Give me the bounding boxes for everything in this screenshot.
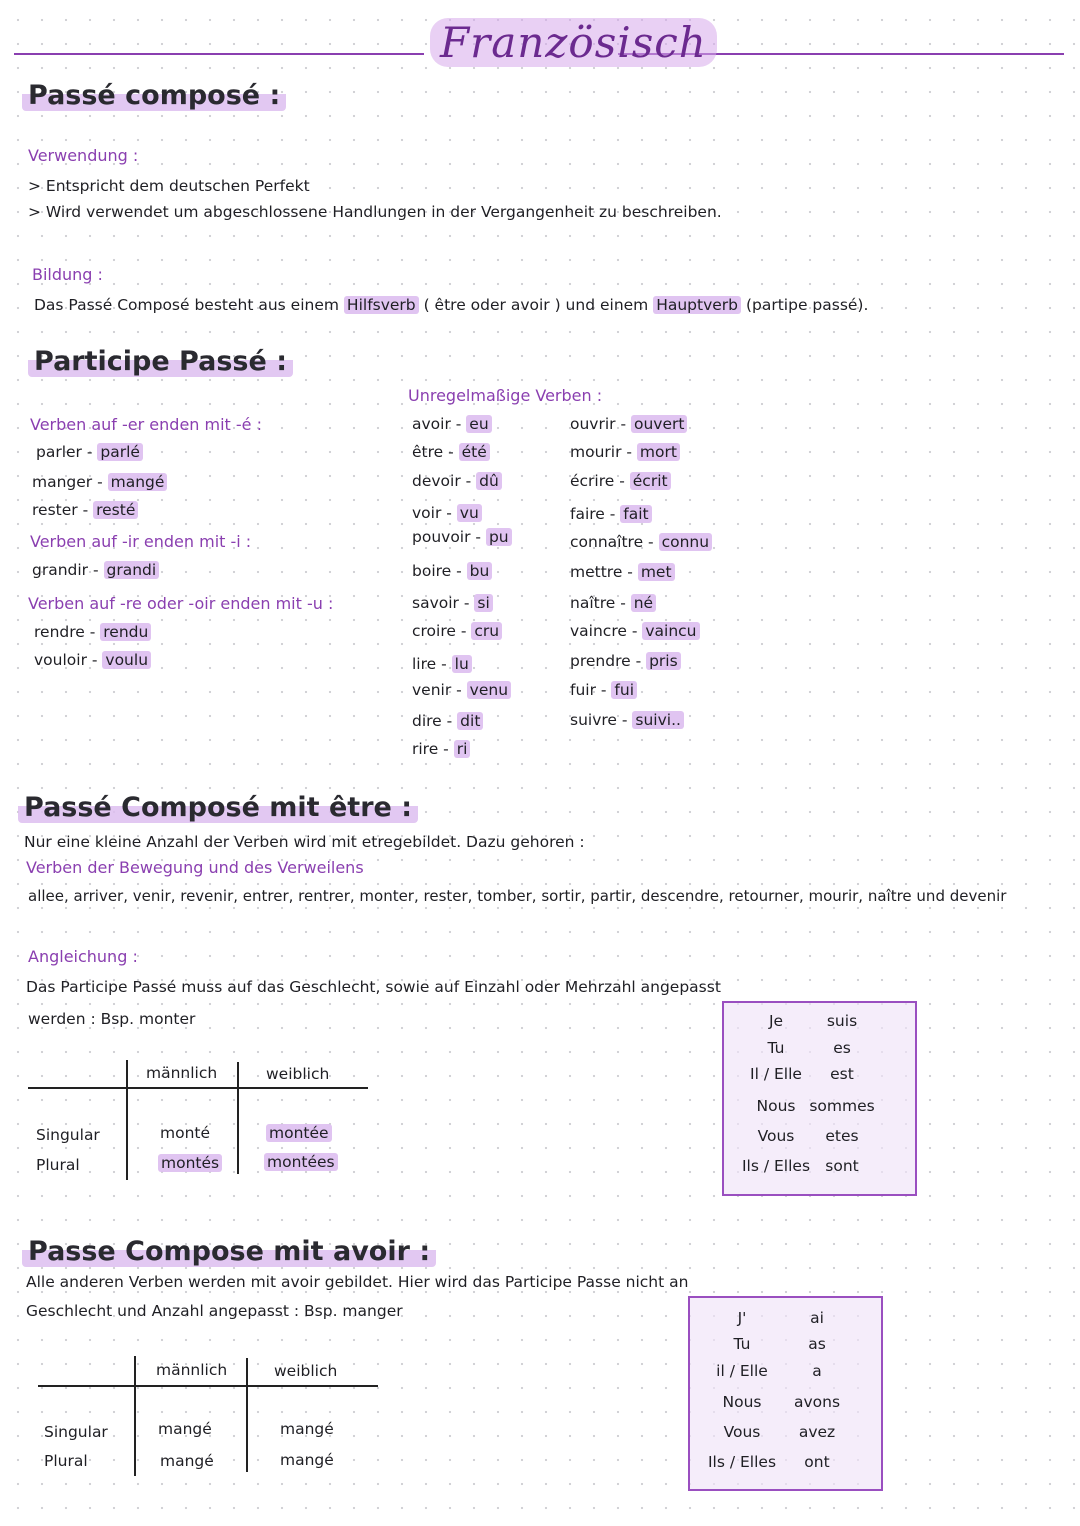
participle: venu — [467, 681, 511, 699]
avoir-conj-pronoun-1: Tu — [733, 1335, 751, 1353]
participle: ouvert — [631, 415, 687, 433]
avoir-col-header-fem: weiblich — [274, 1362, 338, 1380]
pair-manger: manger - mangé — [32, 473, 167, 491]
verb: écrire — [570, 472, 615, 490]
bildung-text-part3: (partipe passé). — [741, 296, 869, 314]
bildung-text — [34, 296, 868, 314]
participle: bu — [467, 562, 493, 580]
avoir-row-header-singular: Singular — [44, 1423, 108, 1441]
bildung-text-part1: Das Passé Composé besteht aus einem — [34, 296, 344, 314]
participle: pris — [646, 652, 681, 670]
participle: met — [638, 563, 675, 581]
regular-re-label: Verben auf -re oder -oir enden mit -u : — [28, 594, 334, 613]
irregular-col1-pair-6: savoir - si — [412, 594, 493, 612]
etre-table-vline-1 — [126, 1060, 128, 1180]
irregular-col2-pair-9: fuir - fui — [570, 681, 637, 699]
page-title: Französisch — [430, 18, 717, 67]
header-line-left — [14, 53, 424, 55]
avoir-table-hline — [38, 1385, 378, 1387]
verb: savoir — [412, 594, 459, 612]
irregular-col2-pair-6: naître - né — [570, 594, 656, 612]
verb: faire — [570, 505, 605, 523]
pair-vouloir: vouloir - voulu — [34, 651, 151, 669]
avoir-conj-verb-0: ai — [810, 1309, 824, 1327]
etre-conj-pronoun-5: Ils / Elles — [741, 1157, 811, 1175]
irregular-col2-pair-0: ouvrir - ouvert — [570, 415, 687, 433]
irregular-col1-pair-0: avoir - eu — [412, 415, 492, 433]
participle: parlé — [97, 443, 143, 461]
avoir-text-1: Alle anderen Verben werden mit avoir gebildet. Hier wird das Participe Passe nicht an — [26, 1273, 689, 1291]
verb: mettre — [570, 563, 623, 581]
irregular-col2-pair-1: mourir - mort — [570, 443, 680, 461]
etre-col-header-fem: weiblich — [266, 1065, 330, 1083]
participle: suivi.. — [632, 711, 684, 729]
irregular-col1-pair-3: voir - vu — [412, 504, 482, 522]
verb: manger — [32, 473, 93, 491]
angleichung-text: Das Participe Passé muss auf das Geschlecht, sowie auf Einzahl oder Mehrzahl angepasst — [26, 978, 721, 996]
irregular-col1-pair-5: boire - bu — [412, 562, 492, 580]
heading-etre: Passé Composé mit être : — [18, 792, 418, 823]
etre-conj-pronoun-1: Tu — [767, 1039, 785, 1057]
participle: cru — [471, 622, 502, 640]
irregular-label: Unregelmaßige Verben : — [408, 386, 603, 405]
etre-cell-pl-f: montées — [264, 1153, 338, 1171]
hauptverb-highlight: Hauptverb — [653, 296, 741, 314]
participle: vaincu — [642, 622, 699, 640]
participle: resté — [93, 501, 138, 519]
verwendung-label: Verwendung : — [28, 146, 139, 165]
verwendung-line-2: > Wird verwendet um abgeschlossene Handlungen in der Vergangenheit zu beschreiben. — [28, 203, 722, 221]
avoir-cell-pl-f: mangé — [280, 1451, 334, 1469]
heading-passe-compose: Passé composé : — [22, 80, 286, 111]
irregular-col1-pair-4: pouvoir - pu — [412, 528, 512, 546]
verb: croire — [412, 622, 456, 640]
participle: connu — [659, 533, 712, 551]
verb: naître — [570, 594, 616, 612]
avoir-table-vline-1 — [134, 1356, 136, 1476]
bildung-label: Bildung : — [32, 265, 103, 284]
irregular-col1-pair-9: venir - venu — [412, 681, 511, 699]
verb: voir — [412, 504, 442, 522]
etre-conj-verb-4: etes — [825, 1127, 859, 1145]
irregular-col2-pair-3: faire - fait — [570, 505, 652, 523]
avoir-col-header-masc: männlich — [156, 1361, 228, 1379]
verb: fuir — [570, 681, 596, 699]
avoir-cell-sg-f: mangé — [280, 1420, 334, 1438]
avoir-conj-pronoun-3: Nous — [722, 1393, 762, 1411]
avoir-conj-verb-1: as — [808, 1335, 826, 1353]
verb: vouloir — [34, 651, 87, 669]
regular-er-label: Verben auf -er enden mit -é : — [30, 415, 262, 434]
verb: boire — [412, 562, 452, 580]
etre-cell-sg-f: montée — [266, 1124, 332, 1142]
irregular-col1-pair-7: croire - cru — [412, 622, 502, 640]
avoir-conj-verb-3: avons — [793, 1393, 841, 1411]
etre-intro: Nur eine kleine Anzahl der Verben wird mit etregebildet. Dazu gehoren : — [24, 833, 585, 851]
verb: rester — [32, 501, 78, 519]
irregular-col2-pair-10: suivre - suivi.. — [570, 711, 684, 729]
participle: vu — [457, 504, 482, 522]
avoir-conj-pronoun-5: Ils / Elles — [707, 1453, 777, 1471]
verb: prendre — [570, 652, 631, 670]
etre-row-header-plural: Plural — [36, 1156, 80, 1174]
participle: eu — [466, 415, 491, 433]
hilfsverb-highlight: Hilfsverb — [344, 296, 419, 314]
etre-conj-verb-1: es — [833, 1039, 851, 1057]
verb: ouvrir — [570, 415, 616, 433]
avoir-text-2: Geschlecht und Anzahl angepasst : Bsp. manger — [26, 1302, 403, 1320]
pair-grandir: grandir - grandi — [32, 561, 159, 579]
verb: venir — [412, 681, 452, 699]
participle: mangé — [108, 473, 168, 491]
heading-avoir: Passe Compose mit avoir : — [22, 1236, 436, 1267]
verb: lire — [412, 655, 437, 673]
participle: rendu — [100, 623, 151, 641]
etre-conj-verb-0: suis — [826, 1012, 858, 1030]
verwendung-line-1: > Entspricht dem deutschen Perfekt — [28, 177, 310, 195]
participle: si — [474, 594, 492, 612]
avoir-cell-sg-m: mangé — [158, 1420, 212, 1438]
angleichung-label: Angleichung : — [28, 947, 138, 966]
verb: vaincre — [570, 622, 627, 640]
etre-cell-sg-m: monté — [160, 1124, 211, 1142]
participle: voulu — [102, 651, 151, 669]
participle: lu — [452, 655, 472, 673]
participle: fui — [611, 681, 637, 699]
participle: pu — [486, 528, 512, 546]
heading-participe-passe: Participe Passé : — [28, 346, 293, 377]
irregular-col1-pair-10: dire - dit — [412, 712, 483, 730]
etre-conj-pronoun-4: Vous — [757, 1127, 795, 1145]
avoir-row-header-plural: Plural — [44, 1452, 88, 1470]
verb: rire — [412, 740, 439, 758]
verb: grandir — [32, 561, 89, 579]
verb: connaître — [570, 533, 644, 551]
verb: avoir — [412, 415, 451, 433]
avoir-conj-verb-2: a — [812, 1362, 822, 1380]
verb: être — [412, 443, 444, 461]
etre-conj-pronoun-3: Nous — [756, 1097, 796, 1115]
etre-cell-pl-m — [158, 1154, 222, 1172]
verb: devoir — [412, 472, 461, 490]
pair-parler: parler - parlé — [36, 443, 143, 461]
etre-cell-pl-m-value: montés — [158, 1154, 222, 1172]
verb: mourir — [570, 443, 622, 461]
irregular-col1-pair-11: rire - ri — [412, 740, 470, 758]
participle: dit — [457, 712, 483, 730]
etre-table-vline-2 — [237, 1062, 239, 1174]
avoir-conj-pronoun-2: il / Elle — [716, 1362, 768, 1380]
irregular-col1-pair-1: être - été — [412, 443, 490, 461]
etre-table-hline — [28, 1087, 368, 1089]
verb: parler — [36, 443, 82, 461]
verb: dire — [412, 712, 442, 730]
etre-conj-pronoun-2: Il / Elle — [750, 1065, 802, 1083]
avoir-conj-verb-4: avez — [798, 1423, 836, 1441]
participle: été — [459, 443, 490, 461]
bildung-text-part2: ( être oder avoir ) und einem — [418, 296, 654, 314]
participle: dû — [476, 472, 502, 490]
avoir-table-vline-2 — [246, 1358, 248, 1472]
regular-ir-label: Verben auf -ir enden mit -i : — [30, 532, 252, 551]
verb: rendre — [34, 623, 85, 641]
irregular-col1-pair-8: lire - lu — [412, 655, 472, 673]
irregular-col2-pair-7: vaincre - vaincu — [570, 622, 700, 640]
avoir-conj-pronoun-0: J' — [737, 1309, 747, 1327]
verb: suivre — [570, 711, 617, 729]
participle: grandi — [104, 561, 160, 579]
avoir-conj-verb-5: ont — [804, 1453, 830, 1471]
etre-conj-verb-3: sommes — [809, 1097, 875, 1115]
avoir-conj-pronoun-4: Vous — [723, 1423, 761, 1441]
irregular-col1-pair-2: devoir - dû — [412, 472, 502, 490]
participle: né — [631, 594, 656, 612]
participle: mort — [637, 443, 680, 461]
bewegung-label: Verben der Bewegung und des Verweilens — [26, 858, 364, 877]
participle: ri — [454, 740, 471, 758]
pair-rester: rester - resté — [32, 501, 138, 519]
pair-rendre: rendre - rendu — [34, 623, 151, 641]
etre-col-header-masc: männlich — [146, 1064, 218, 1082]
etre-conj-verb-5: sont — [825, 1157, 859, 1175]
verb: pouvoir — [412, 528, 471, 546]
avoir-cell-pl-m: mangé — [160, 1452, 214, 1470]
angleichung-text-2: werden : Bsp. monter — [28, 1010, 196, 1028]
etre-conj-pronoun-0: Je — [768, 1012, 784, 1030]
etre-verbs-list: allee, arriver, venir, revenir, entrer, rentrer, monter, rester, tomber, sortir, partir, descendre, retourner, mourir, naître und devenir — [28, 887, 1007, 905]
irregular-col2-pair-5: mettre - met — [570, 563, 675, 581]
etre-conj-verb-2: est — [830, 1065, 854, 1083]
etre-row-header-singular: Singular — [36, 1126, 100, 1144]
irregular-col2-pair-2: écrire - écrit — [570, 472, 671, 490]
irregular-col2-pair-4: connaître - connu — [570, 533, 712, 551]
participle: fait — [620, 505, 651, 523]
irregular-col2-pair-8: prendre - pris — [570, 652, 681, 670]
participle: écrit — [630, 472, 671, 490]
